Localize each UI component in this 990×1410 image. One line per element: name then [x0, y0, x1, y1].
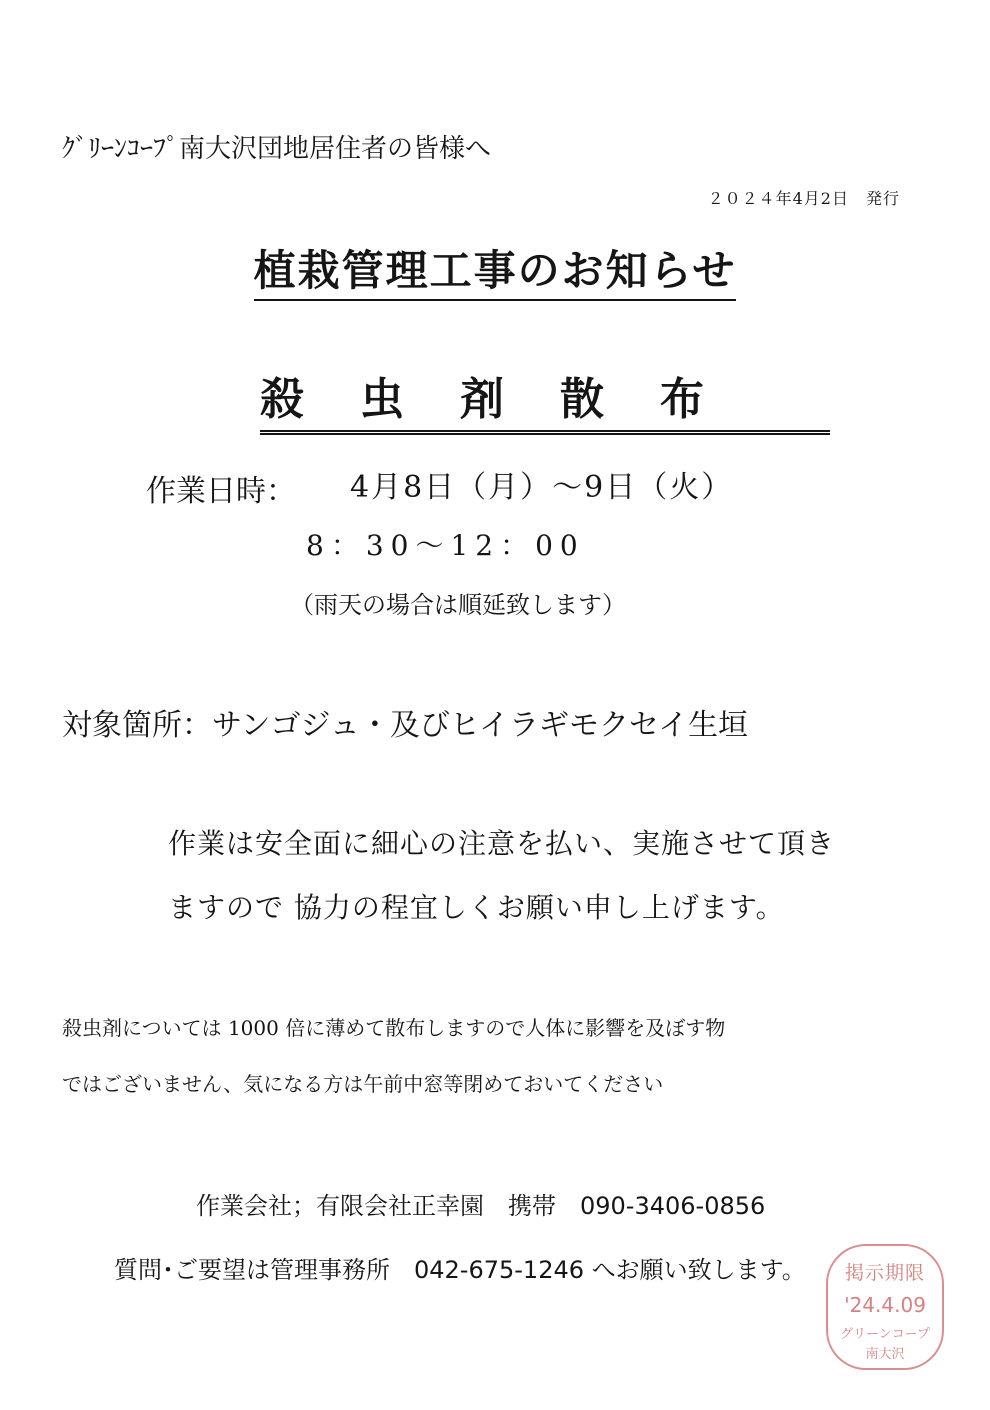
- stamp-org-line-1: グリーンコープ: [839, 1327, 931, 1342]
- body-line-2: ますので 協力の程宜しくお願い申し上げます。: [168, 891, 785, 924]
- notice-subtitle: 殺虫剤散布: [260, 372, 830, 435]
- rain-note: （雨天の場合は順延致します）: [290, 591, 626, 619]
- body-line-1: 作業は安全面に細心の注意を払い、実施させて頂き: [168, 827, 836, 860]
- company-info: 作業会社；有限会社正幸園 携帯 090-3406-0856: [196, 1192, 766, 1220]
- schedule-time: 8：30～12：00: [306, 529, 585, 562]
- schedule-label: 作業日時：: [146, 474, 296, 509]
- issue-date: ２０２４年4月2日 発行: [707, 189, 900, 208]
- pesticide-notice-line-1: 殺虫剤については 1000 倍に薄めて散布しますので人体に影響を及ぼす物: [62, 1016, 726, 1040]
- notice-title: 植栽管理工事のお知らせ: [254, 246, 737, 301]
- target-location: 対象箇所：サンゴジュ・及びヒイラギモクセイ生垣: [62, 708, 749, 743]
- pesticide-notice-line-2: ではございません、気になる方は午前中窓等閉めておいてください: [62, 1072, 664, 1096]
- stamp-label: 掲示期限: [844, 1262, 925, 1284]
- schedule-date: 4月8日（月）～9日（火）: [350, 470, 734, 505]
- posting-deadline-stamp: [826, 1244, 944, 1370]
- addressee-line: ｸﾞﾘｰﾝｺｰﾌﾟ南大沢団地居住者の皆様へ: [62, 134, 492, 164]
- contact-info: 質問･ご要望は管理事務所 042-675-1246 へお願い致します。: [114, 1256, 806, 1284]
- stamp-date: '24.4.09: [844, 1293, 926, 1317]
- stamp-org-line-2: 南大沢: [865, 1347, 905, 1362]
- notice-title-wrapper: [0, 238, 990, 298]
